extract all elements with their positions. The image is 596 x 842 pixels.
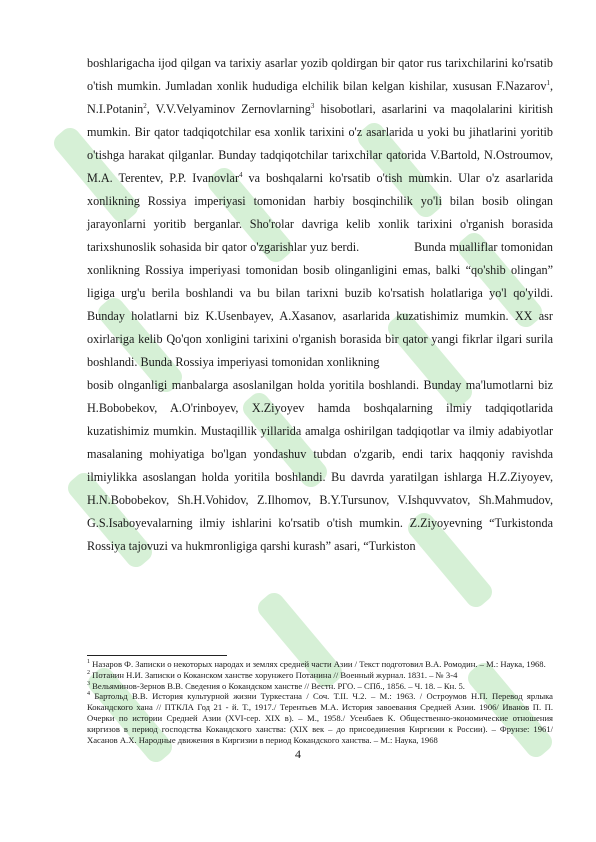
footnote-4 bbox=[87, 691, 553, 745]
footnote-text: Вельяминов-Зернов В.В. Сведения о Кокандском ханстве // Вестн. РГО. – СПб., 1856. – Ч. 18. – Кн. 5. bbox=[90, 680, 465, 691]
footnote-3 bbox=[87, 681, 553, 692]
footnote-number: 4 bbox=[87, 691, 90, 698]
footnote-number: 1 bbox=[87, 659, 90, 666]
footnote-2 bbox=[87, 670, 553, 681]
paragraph-text: , N.I.Potanin bbox=[87, 79, 553, 116]
paragraph-1 bbox=[87, 52, 553, 374]
footnote-ref-1[interactable]: 1 bbox=[546, 78, 550, 87]
footnote-ref-2[interactable]: 2 bbox=[143, 101, 147, 110]
footnote-text: Потанин Н.И. Записки о Коканском ханстве хорунжего Потанина // Военный журнал. 1831. – № 3-4 bbox=[90, 669, 458, 680]
footnote-text: Бартольд В.В. История культурной жизни Туркестана / Соч. Т.II. Ч.2. – М.: 1963. / Остроумов Н.П. Перевод ярлыка Кокандского хана // ПТКЛА Год 21 - й. Т., 1917./ Терентьев М.А. История завоевания Средней Азии. 1906/ Иванов П. П. Очерки по истории Средней Азии (XVI-сер. XIX в). – М., 1958./ Усенбаев К. Общественно-экономические отношения киргизов в период господства Кокандского ханства: (XIX век – до присоединения Киргизии к России). – Фрунзе: 1961/Хасанов А.Х. Народные движения в Киргизии в период Кокандского ханства. – М.: Наука, 1968 bbox=[87, 691, 553, 745]
paragraph-text: hisobotlari, asarlarini va maqolalarini kiritish mumkin. Bir qator tadqiqotchilar esa xonlik tarixini o'z asarlarida u yoki bu jihatlarini yoritib o'tishga harakat qilganlar. Bunday tadqiqotchilar tarixchilar qatorida V.Bartold, N.Ostroumov, M.A. Terentev, P.P. Ivanovlar bbox=[87, 102, 553, 185]
footnote-1 bbox=[87, 659, 553, 670]
paragraph-text: Bunda mualliflar tomonidan xonlikning Rossiya imperiyasi tomonidan bosib olinganligini emas, balki “qo'shib olingan” ligiga urg'u berila boshlandi va bu bilan tarixni buzib ko'rsatish holatlariga yo'l qo'yildi. Bunday holatlarni biz K.Usenbayev, A.Xasanov, asarlarida kuzatishimiz mumkin. XX asr oxirlariga kelib Qo'qon xonligini tarixini o'rganish borasida bir qator yangi fikrlar ilgari surila boshlandi. Bunda Rossiya imperiyasi tomonidan xonlikning bbox=[87, 240, 553, 369]
page-number: 4 bbox=[295, 747, 301, 761]
paragraph-2: bosib olnganligi manbalarga asoslanilgan holda yoritila boshlandi. Bunday ma'lumotlarni biz H.Bobobekov, A.O'rinboyev, X.Ziyoyev hamda boshqalarning ilmiy tadqiqotlarida kuzatishimiz mumkin. Mustaqillik yillarida amalga oshirilgan tadqiqotlar va ilmiy adabiyotlar masalaning mohiyatiga bo'lgan yondashuv tubdan o'zgarib, endi tarix haqqoniy ravishda ilmiylikka asoslangan holda yoritila boshlandi. Bu davrda yaratilgan ishlarga H.Z.Ziyoyev, H.N.Bobobekov, Sh.H.Vohidov, Z.Ilhomov, B.Y.Tursunov, V.Ishquvvatov, Sh.Mahmudov, G.S.Isaboyevalarning ilmiy ishlarini ko'rsatib o'tish mumkin. Z.Ziyoyevning “Turkistonda Rossiya tajovuzi va hukmronligiga qarshi kurash” asari, “Turkiston bbox=[87, 378, 553, 553]
footnote-number: 2 bbox=[87, 669, 90, 676]
paragraph-text: boshlarigacha ijod qilgan va tarixiy asarlar yozib qoldirgan bir qator rus tarixchilarini ko'rsatib o'tish mumkin. Jumladan xonlik hududiga elchilik bilan kelgan kishilar, xususan F.Nazarov bbox=[87, 56, 553, 93]
footnote-separator bbox=[87, 655, 227, 656]
footnote-ref-3[interactable]: 3 bbox=[310, 101, 315, 110]
footnote-text: Назаров Ф. Записки о некоторых народах и землях средней части Азии / Текст подготовил В.А. Ромодин. – М.: Наука, 1968. bbox=[90, 659, 546, 669]
footnote-number: 3 bbox=[87, 680, 90, 687]
footnote-ref-4[interactable]: 4 bbox=[239, 170, 243, 179]
footnotes bbox=[87, 659, 553, 745]
body-text bbox=[87, 52, 553, 558]
paragraph-text: va boshqalarni ko'rsatib o'tish mumkin. Ular o'z asarlarida xonlikning Rossiya imperiyasi tomonidan harbiy bosqinchilik yo'li bilan bosib olingan jarayonlarni yoritib berganlar. Sho'rolar davriga kelib xonlik tarixini o'rganish borasida tarixshunoslik sohasida bir qator o'zgarishlar yuz berdi. bbox=[87, 171, 553, 254]
paragraph-text: , V.V.Velyaminov Zernovlarning bbox=[146, 102, 311, 116]
